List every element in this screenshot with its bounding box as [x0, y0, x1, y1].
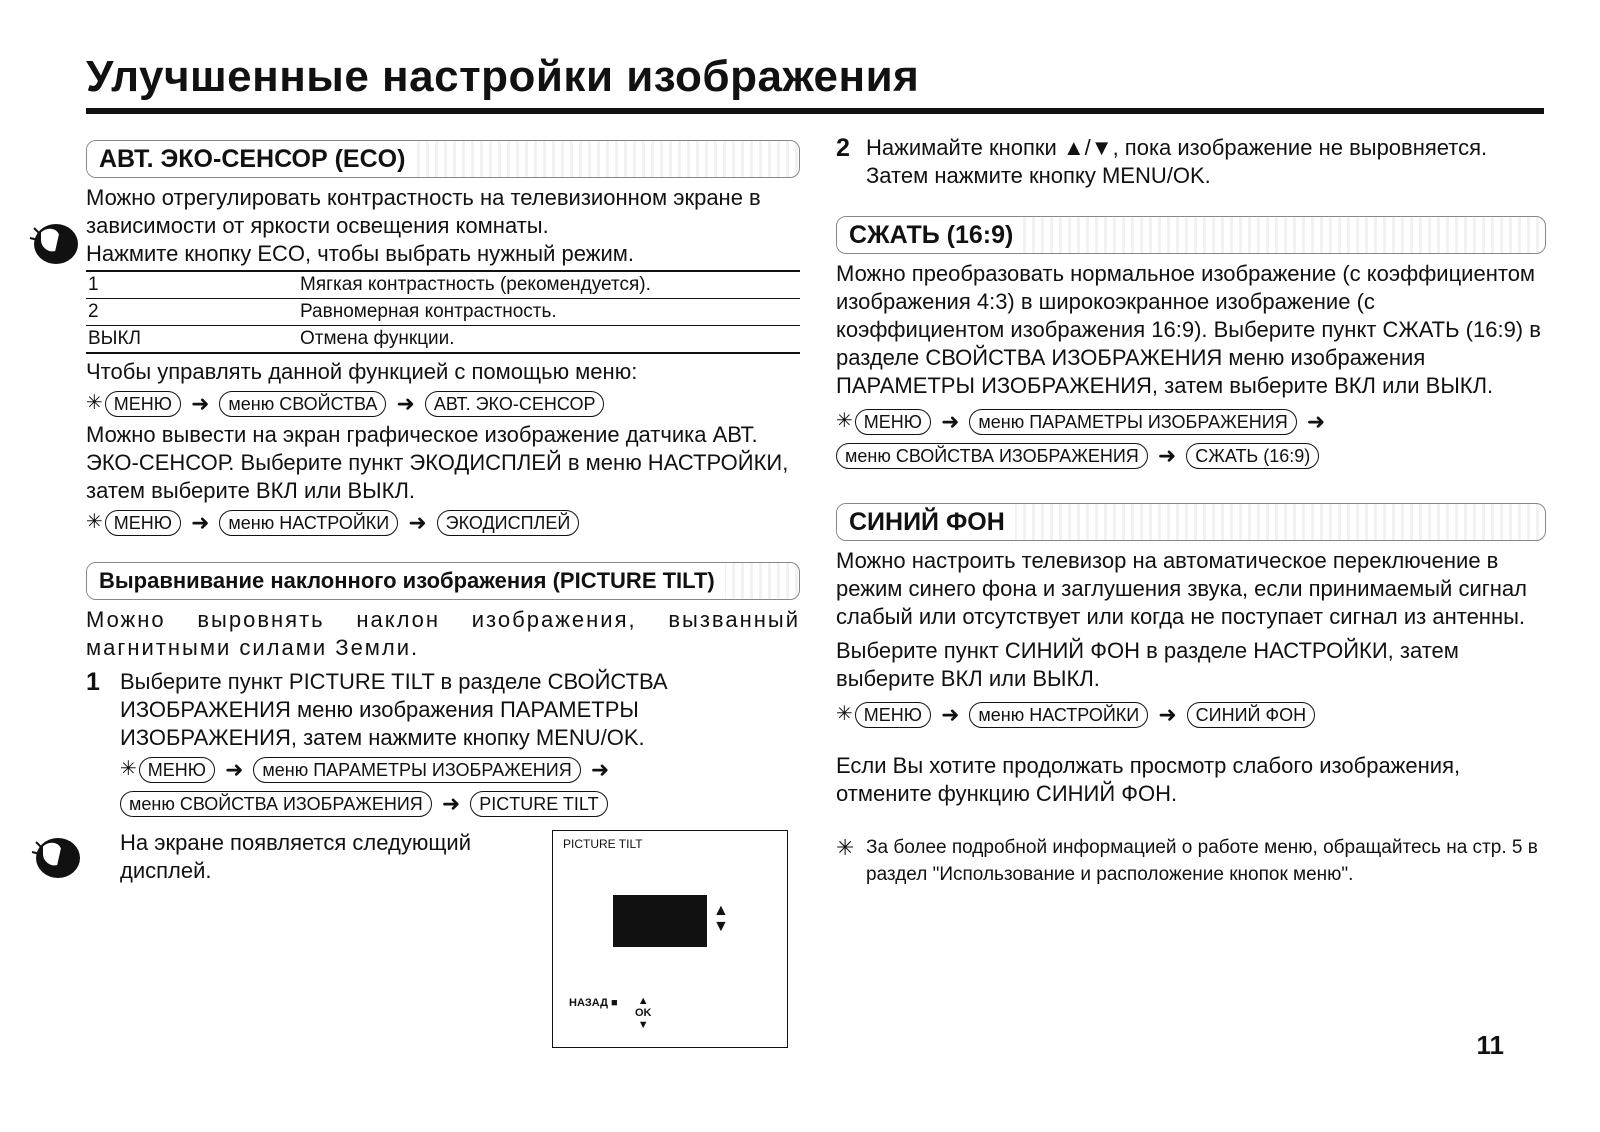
hand-remote-icon [28, 832, 82, 882]
menu-pill: СИНИЙ ФОН [1187, 702, 1316, 728]
footnote [836, 834, 1546, 888]
blue-text-2: Выберите пункт СИНИЙ ФОН в разделе НАСТРОЙКИ, затем выберите ВКЛ или ВЫКЛ. [836, 638, 1459, 692]
step-text: Выберите пункт PICTURE TILT в разделе СВОЙСТВА ИЗОБРАЖЕНИЯ меню изображения ПАРАМЕТРЫ ИЗОБРАЖЕНИЯ, затем нажмите кнопку MENU/OK. [120, 669, 668, 750]
eco-menu-path [86, 386, 800, 421]
blue-menu-path [836, 697, 1546, 732]
menu-pill: меню ПАРАМЕТРЫ ИЗОБРАЖЕНИЯ [253, 757, 580, 783]
menu-pill: АВТ. ЭКО-СЕНСОР [425, 391, 605, 417]
asterisk-icon: ✳ [836, 835, 855, 861]
squeeze-section-heading [836, 216, 1546, 254]
eco-mode-table [86, 270, 800, 354]
mode-desc: Равномерная контрастность. [298, 299, 800, 326]
menu-pill: меню СВОЙСТВА ИЗОБРАЖЕНИЯ [120, 791, 432, 817]
asterisk-icon: ✳ [120, 758, 137, 780]
blue-text-3: Если Вы хотите продолжать просмотр слабого изображения, отмените функцию СИНИЙ ФОН. [836, 753, 1461, 807]
eco-intro: Можно отрегулировать контрастность на телевизионном экране в зависимости от яркости освещения комнаты. [86, 185, 761, 238]
tilt-menu-path-2 [120, 787, 800, 821]
menu-pill: СЖАТЬ (16:9) [1186, 443, 1319, 469]
squeeze-menu-path-1 [836, 404, 1546, 439]
arrow-right-icon: ➜ [190, 390, 210, 416]
right-column [836, 126, 1546, 888]
menu-pill: меню ПАРАМЕТРЫ ИЗОБРАЖЕНИЯ [969, 409, 1296, 435]
tilt-step-2 [836, 134, 1546, 190]
table-row [86, 326, 800, 354]
mode-key: 1 [86, 271, 298, 299]
table-row [86, 271, 800, 299]
tilt-menu-path-1 [120, 752, 800, 787]
table-row [86, 299, 800, 326]
blue-section-heading [836, 503, 1546, 541]
osd-back-label: НАЗАД ■ [569, 997, 618, 1009]
menu-pill: МЕНЮ [855, 409, 931, 435]
menu-pill: МЕНЮ [105, 510, 181, 536]
blue-heading-label: СИНИЙ ФОН [837, 504, 1015, 540]
menu-pill: меню СВОЙСТВА ИЗОБРАЖЕНИЯ [836, 443, 1148, 469]
squeeze-menu-path-2 [836, 439, 1546, 473]
mode-desc: Отмена функции. [298, 326, 800, 354]
arrow-right-icon: ➜ [940, 408, 960, 434]
hand-remote-icon [26, 218, 80, 268]
eco-display-text: Можно вывести на экран графическое изображение датчика АВТ. ЭКО-СЕНСОР. Выберите пункт ЭКОДИСПЛЕЙ в меню НАСТРОЙКИ, затем выберите ВКЛ или ВЫКЛ. [86, 422, 789, 503]
menu-pill: меню НАСТРОЙКИ [969, 702, 1148, 728]
eco-section-heading [86, 140, 800, 178]
mode-key: 2 [86, 299, 298, 326]
mode-key: ВЫКЛ [86, 326, 298, 354]
menu-pill: МЕНЮ [139, 757, 215, 783]
tilt-intro: Можно выровнять наклон изображения, вызванный магнитными силами Земли. [86, 607, 800, 660]
arrow-right-icon: ➜ [940, 702, 960, 727]
asterisk-icon: ✳ [86, 392, 103, 414]
blue-text-1: Можно настроить телевизор на автоматическое переключение в режим синего фона и заглушения звука, если принимаемый сигнал слабый или отсутствует или когда не поступает сигнал из антенны. [836, 548, 1527, 630]
osd-ok-label: ▲ OK ▼ [635, 995, 652, 1031]
arrow-right-icon: ➜ [224, 756, 244, 782]
arrow-right-icon: ➜ [190, 509, 210, 535]
squeeze-heading-label: СЖАТЬ (16:9) [837, 217, 1023, 253]
tilt-heading-label: Выравнивание наклонного изображения (PICTURE TILT) [87, 563, 725, 599]
mode-desc: Мягкая контрастность (рекомендуется). [298, 271, 800, 299]
asterisk-icon: ✳ [836, 410, 853, 432]
menu-pill: МЕНЮ [105, 391, 181, 417]
footnote-text: За более подробной информацией о работе меню, обращайтесь на стр. 5 в раздел "Использование и расположение кнопок меню". [866, 837, 1538, 886]
page-title: Улучшенные настройки изображения [86, 52, 920, 101]
arrow-right-icon: ➜ [1306, 408, 1326, 434]
arrow-right-icon: ➜ [408, 509, 427, 535]
page-number: 11 [1476, 1030, 1504, 1060]
arrow-right-icon: ➜ [1157, 443, 1177, 468]
step-number: 1 [86, 668, 100, 696]
asterisk-icon: ✳ [836, 703, 853, 726]
asterisk-icon: ✳ [86, 511, 103, 533]
tilt-display-note: На экране появляется следующий дисплей. [120, 830, 472, 884]
menu-pill: ЭКОДИСПЛЕЙ [437, 510, 580, 536]
menu-pill: меню СВОЙСТВА [219, 391, 386, 417]
menu-pill: МЕНЮ [855, 702, 931, 728]
tilt-section-heading [86, 562, 800, 600]
menu-pill: меню НАСТРОЙКИ [219, 510, 398, 536]
arrow-right-icon: ➜ [441, 791, 461, 816]
arrow-right-icon: ➜ [1158, 702, 1177, 727]
arrow-right-icon: ➜ [396, 390, 415, 416]
eco-press: Нажмите кнопку ECO, чтобы выбрать нужный режим. [86, 241, 634, 266]
up-down-arrow-icon: ▲ ▼ [713, 902, 729, 935]
eco-menu-intro: Чтобы управлять данной функцией с помощью меню: [86, 359, 638, 384]
osd-picture-box [613, 895, 707, 947]
arrow-right-icon: ➜ [590, 756, 610, 782]
squeeze-text: Можно преобразовать нормальное изображение (с коэффициентом изображения 4:3) в широкоэкранное изображение (с коэффициентом изображения 16:9). Выберите пункт СЖАТЬ (16:9) в разделе СВОЙСТВА ИЗОБРАЖЕНИЯ меню изображения ПАРАМЕТРЫ ИЗОБРАЖЕНИЯ, затем выберите ВКЛ или ВЫКЛ. [836, 261, 1541, 398]
picture-tilt-osd [552, 830, 788, 1048]
eco-display-menu-path [86, 505, 800, 540]
eco-heading-label: АВТ. ЭКО-СЕНСОР (ECO) [87, 141, 415, 177]
title-rule [86, 108, 1544, 114]
step-number: 2 [836, 134, 850, 162]
osd-title: PICTURE TILT [563, 837, 643, 851]
step-text: Нажимайте кнопки ▲/▼, пока изображение не выровняется. Затем нажмите кнопку MENU/OK. [866, 135, 1488, 188]
menu-pill: PICTURE TILT [470, 791, 607, 817]
left-column [86, 126, 800, 885]
